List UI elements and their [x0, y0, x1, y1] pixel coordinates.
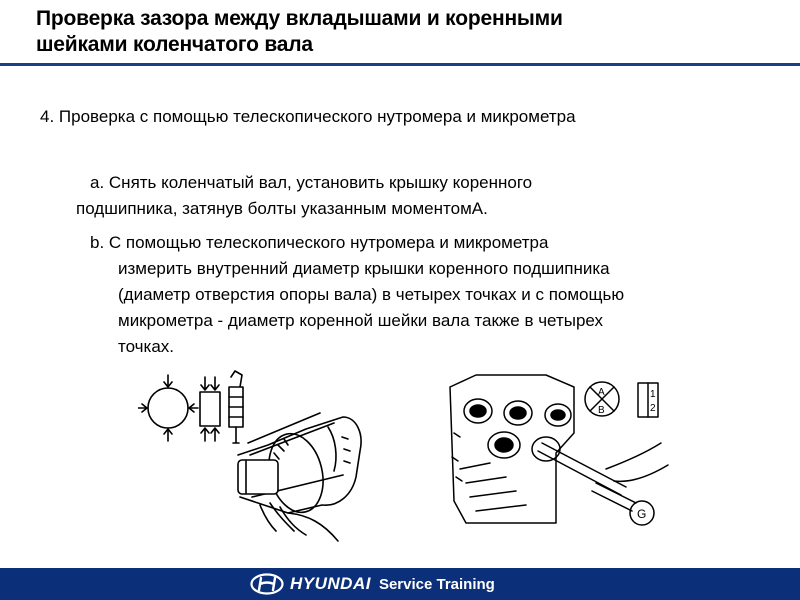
footer-tagline: Service Training: [378, 575, 495, 593]
step-b-line2: измерить внутренний диаметр крышки коренного подшипника: [118, 259, 610, 278]
step-a-line1: a. Снять коленчатый вал, установить крышку коренного: [90, 173, 533, 192]
step-b: [90, 230, 790, 360]
page-title-line1: Проверка зазора между вкладышами и коренными: [36, 7, 563, 30]
hyundai-logo-icon: [250, 573, 284, 595]
step-a: [76, 170, 726, 222]
footer-brand: [250, 573, 495, 595]
footer-brand-name: HYUNDAI: [290, 574, 371, 593]
label-2: 2: [650, 403, 656, 414]
title-divider: [0, 63, 800, 66]
measurement-illustration-right: [446, 373, 676, 531]
step-a-line2: подшипника, затянув болты указанным моментомА.: [76, 199, 488, 218]
step-b-line3: (диаметр отверстия опоры вала) в четырех точках и с помощью: [118, 285, 625, 304]
step-b-line5: точках.: [118, 337, 175, 356]
label-1: 1: [650, 389, 656, 400]
page-title-line2: шейками коленчатого вала: [36, 33, 313, 56]
step-b-line4: микрометра - диаметр коренной шейки вала также в четырех: [118, 311, 603, 330]
step-b-line1: b. С помощью телескопического нутромера и микрометра: [90, 233, 549, 252]
svg-text:G: G: [637, 507, 647, 521]
page-title: [36, 6, 776, 58]
label-a: A: [598, 387, 605, 398]
label-b: B: [598, 405, 605, 416]
section-heading: 4. Проверка с помощью телескопического нутромера и микрометра: [40, 107, 576, 126]
measurement-illustration-left: [138, 365, 368, 545]
